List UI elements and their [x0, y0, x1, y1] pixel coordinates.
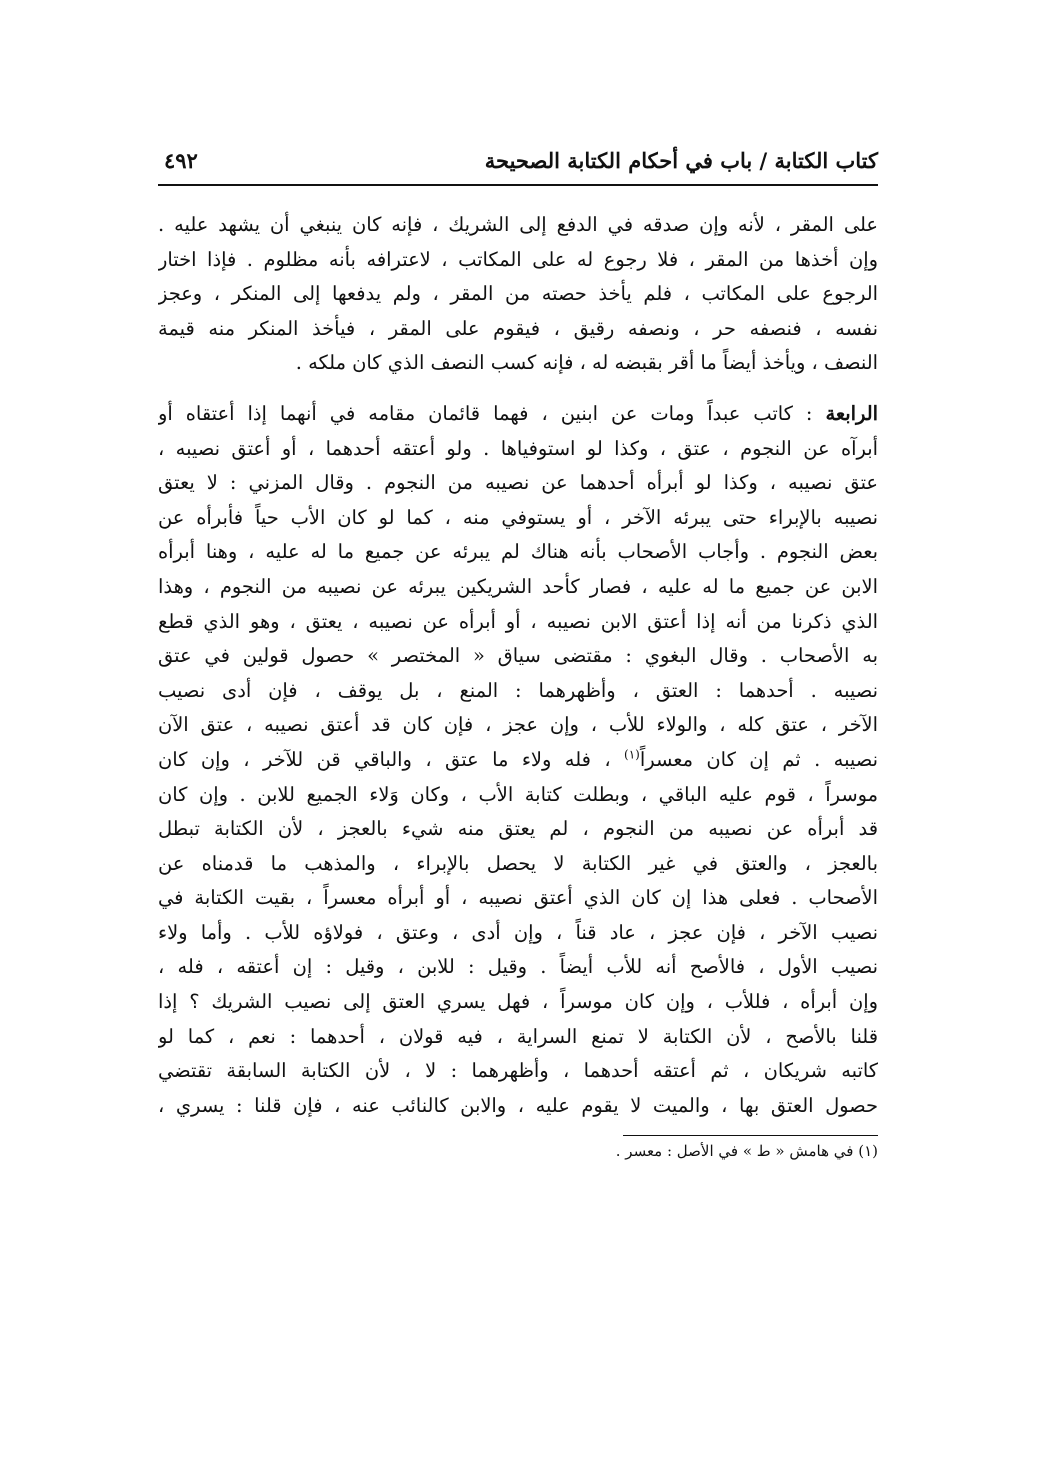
text-line: نفسه ، فنصفه حر ، ونصفه رقيق ، فيقوم على المقر ، فيأخذ المنكر منه قيمة: [158, 316, 878, 340]
text-line: به الأصحاب . وقال البغوي : مقتضى سياق « المختصر » حصول قولين في عتق: [158, 644, 878, 668]
text-line: كاتبه شريكان ، ثم أعتقه أحدهما ، وأظهرهما : لا ، لأن الكتابة السابقة تقتضي: [158, 1059, 878, 1083]
text-line: وإن أخذها من المقر ، فلا رجوع له على المكاتب ، لاعترافه بأنه مظلوم . فإذا اختار: [158, 247, 878, 271]
running-header: [158, 140, 878, 186]
text-line: أبرآه عن النجوم ، عتق ، وكذا لو استوفياها . ولو أعتقه أحدهما ، أو أعتق نصيبه ،: [158, 436, 878, 460]
text-line: على المقر ، لأنه وإن صدقه في الدفع إلى الشريك ، فإنه كان ينبغي أن يشهد عليه .: [158, 213, 878, 236]
text-line: نصيب الأول ، فالأصح أنه للأب أيضاً . وقيل : للابن ، وقيل : إن أعتقه ، فله ،: [158, 955, 878, 979]
text-line: موسراً ، قوم عليه الباقي ، وبطلت كتابة الأب ، وكان وَلاء الجميع للابن . وإن كان: [158, 782, 878, 806]
text-line-rest: : كاتب عبداً ومات عن ابنين ، فهما قائمان مقامه في أنهما إذا أعتقاه أو: [158, 401, 826, 425]
text-line: نصيبه . أحدهما : العتق ، وأظهرهما : المنع ، بل يوقف ، فإن أدى نصيب: [158, 678, 878, 702]
footnotes: [615, 1135, 878, 1161]
text-line: الذي ذكرنا من أنه إذا أعتق الابن نصيبه ، أو أبرأه عن نصيبه ، يعتق ، وهو الذي قطع: [158, 609, 878, 633]
text-line: [158, 397, 878, 432]
text-line: بعض النجوم . وأجاب الأصحاب بأنه هناك لم يبرئه عن جميع ما له عليه ، وهنا أبرأه: [158, 540, 878, 564]
text-line: الأصحاب . فعلى هذا إن كان الذي أعتق نصيبه ، أو أبرأه معسراً ، بقيت الكتابة في: [158, 886, 878, 910]
text-line: عتق نصيبه ، وكذا لو أبرأه أحدهما عن نصيبه من النجوم . وقال المزني : لا يعتق: [158, 471, 878, 495]
text-line: النصف ، ويأخذ أيضاً ما أقر بقبضه له ، فإنه كسب النصف الذي كان ملكه .: [295, 351, 878, 375]
body-text: [158, 208, 878, 1123]
text-line: وإن أبرأه ، فللأب ، وإن كان موسراً ، فهل يسري العتق إلى نصيب الشريك ؟ إذا: [158, 990, 878, 1014]
text-line: الرجوع على المكاتب ، فلم يأخذ حصته من المقر ، ولم يدفعها إلى المنكر ، وعجز: [158, 282, 878, 306]
paragraph-1: [158, 208, 878, 381]
text-line: قد أبرأه عن نصيبه من النجوم ، لم يعتق منه شيء بالعجز ، لأن الكتابة تبطل: [158, 817, 878, 841]
footnote-1: (١) في هامش « ط » في الأصل : معسر .: [615, 1142, 878, 1161]
footnote-marker[interactable]: (١): [624, 747, 640, 762]
text-line: الآخر ، عتق كله ، والولاء للأب ، وإن عجز ، فإن كان قد أعتق نصيبه ، عتق الآن: [158, 713, 878, 737]
text-line: الابن عن جميع ما له عليه ، فصار كأحد الشريكين يبرئه عن نصيبه من النجوم ، وهذا: [158, 574, 878, 598]
text-line: قلنا بالأصح ، لأن الكتابة لا تمنع السراية ، فيه قولان ، أحدهما : نعم ، كما لو: [158, 1024, 878, 1048]
running-title: كتاب الكتابة / باب في أحكام الكتابة الصحيحة: [484, 148, 878, 173]
text-line: نصيب الآخر ، فإن عجز ، عاد قناً ، وإن أدى ، وعتق ، فولاؤه للأب . وأما ولاء: [158, 920, 878, 944]
text-line: نصيبه بالإبراء حتى يبرئه الآخر ، أو يستوفي منه ، كما لو كان الأب حياً فأبرأه عن: [158, 505, 878, 529]
text-line: بالعجز ، والعتق في غير الكتابة لا يحصل بالإبراء ، والمذهب ما قدمناه عن: [158, 851, 878, 875]
text-line: [158, 743, 878, 778]
page-number: ٤٩٢: [164, 148, 198, 173]
text-line-end: ، فله ولاء ما عتق ، والباقي قن للآخر ، وإن كان: [158, 747, 625, 771]
document-page: [158, 140, 878, 1160]
text-line-start: نصيبه . ثم إن كان معسراً: [639, 747, 878, 771]
section-lead: الرابعة: [825, 401, 878, 425]
text-line: حصول العتق بها ، والميت لا يقوم عليه ، والابن كالنائب عنه ، فإن قلنا : يسري ،: [158, 1093, 878, 1117]
paragraph-2: [158, 397, 878, 1123]
